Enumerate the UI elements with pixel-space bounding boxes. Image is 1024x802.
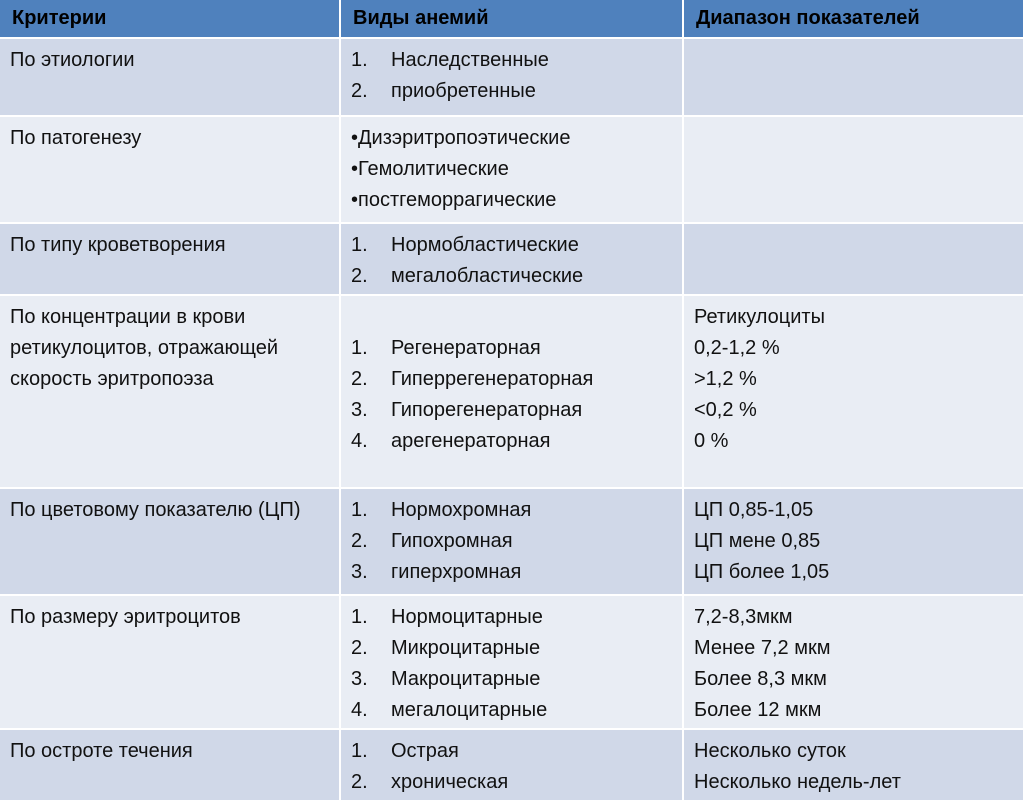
list-item-label: Гемолитические	[358, 158, 509, 180]
list-item-number: 1.	[351, 234, 368, 256]
anemia-types-list	[351, 123, 672, 216]
list-item-number: 2.	[351, 368, 368, 390]
list-item	[351, 557, 672, 588]
anemia-types-list	[351, 230, 672, 292]
list-item-number: 2.	[351, 771, 368, 793]
range-value: 0 %	[694, 430, 729, 452]
list-item-number: 4.	[351, 699, 368, 721]
range-value: Более 8,3 мкм	[694, 668, 827, 690]
range-value: ЦП более 1,05	[694, 561, 830, 583]
list-item	[351, 261, 672, 292]
anemia-types-list	[351, 495, 672, 588]
header-range: Диапазон показателей	[683, 0, 1024, 38]
list-item	[351, 664, 672, 695]
range-cell	[683, 223, 1024, 295]
range-value: Менее 7,2 мкм	[694, 637, 831, 659]
anemia-types-cell	[340, 116, 683, 223]
list-item	[351, 154, 672, 185]
list-item-number: 3.	[351, 399, 368, 421]
range-cell	[683, 38, 1024, 116]
list-item-label: Наследственные	[391, 49, 549, 71]
list-item-label: Гипохромная	[391, 530, 513, 552]
list-item	[351, 364, 672, 395]
list-item-number: 1.	[351, 49, 368, 71]
range-cell	[683, 295, 1024, 488]
range-value: ЦП мене 0,85	[694, 530, 821, 552]
range-value: <0,2 %	[694, 399, 757, 421]
list-item	[351, 333, 672, 364]
list-item	[351, 767, 672, 798]
criterion-cell: По патогенезу	[0, 116, 340, 223]
anemia-types-list	[351, 602, 672, 726]
anemia-types-list	[351, 45, 672, 107]
list-item-number: 1.	[351, 740, 368, 762]
list-item	[351, 495, 672, 526]
list-item-label: постгеморрагические	[358, 189, 557, 211]
bullet-icon: •	[351, 158, 359, 180]
table-row	[0, 38, 1024, 116]
range-cell	[683, 729, 1024, 801]
table-row	[0, 116, 1024, 223]
anemia-types-list	[351, 333, 672, 457]
list-item-label: Микроцитарные	[391, 637, 541, 659]
range-value: Более 12 мкм	[694, 699, 822, 721]
table-row	[0, 729, 1024, 801]
anemia-types-list	[351, 736, 672, 798]
bullet-icon: •	[351, 189, 359, 211]
anemia-types-cell	[340, 223, 683, 295]
list-item-number: 1.	[351, 337, 368, 359]
table-row	[0, 595, 1024, 729]
header-row	[0, 0, 1024, 38]
list-item-label: хроническая	[391, 771, 509, 793]
header-criteria: Критерии	[0, 0, 340, 38]
list-item-number: 2.	[351, 637, 368, 659]
list-item-number: 1.	[351, 499, 368, 521]
list-item	[351, 45, 672, 76]
list-item-label: Нормобластические	[391, 234, 579, 256]
criterion-cell: По размеру эритроцитов	[0, 595, 340, 729]
list-item	[351, 633, 672, 664]
list-item	[351, 736, 672, 767]
anemia-types-cell	[340, 729, 683, 801]
range-value: >1,2 %	[694, 368, 757, 390]
range-value: 0,2-1,2 %	[694, 337, 780, 359]
list-item-label: Нормоцитарные	[391, 606, 543, 628]
list-item-label: Гиперрегенераторная	[391, 368, 594, 390]
range-value: ЦП 0,85-1,05	[694, 499, 814, 521]
anemia-types-cell	[340, 488, 683, 595]
list-item-label: мегалобластические	[391, 265, 584, 287]
criterion-cell: По концентрации в крови ретикулоцитов, отражающей скорость эритропоэза	[0, 295, 340, 488]
criterion-cell: По остроте течения	[0, 729, 340, 801]
list-item	[351, 526, 672, 557]
table-body	[0, 38, 1024, 801]
list-item-number: 1.	[351, 606, 368, 628]
table-row	[0, 295, 1024, 488]
list-item	[351, 123, 672, 154]
list-item-label: арегенераторная	[391, 430, 551, 452]
list-item-label: Гипорегенераторная	[391, 399, 583, 421]
bullet-icon: •	[351, 127, 359, 149]
header-anemia-types: Виды анемий	[340, 0, 683, 38]
list-item	[351, 695, 672, 726]
list-item	[351, 395, 672, 426]
anemia-types-cell	[340, 295, 683, 488]
range-value: Несколько суток	[694, 740, 846, 762]
list-item-label: приобретенные	[391, 80, 536, 102]
range-cell	[683, 488, 1024, 595]
list-item-number: 4.	[351, 430, 368, 452]
table-row	[0, 488, 1024, 595]
range-value: Несколько недель-лет	[694, 771, 901, 793]
list-item-number: 3.	[351, 668, 368, 690]
list-item-label: Макроцитарные	[391, 668, 541, 690]
list-item-number: 2.	[351, 265, 368, 287]
anemia-types-cell	[340, 595, 683, 729]
criterion-cell: По цветовому показателю (ЦП)	[0, 488, 340, 595]
list-item-label: Острая	[391, 740, 459, 762]
list-item-number: 2.	[351, 530, 368, 552]
list-item-number: 2.	[351, 80, 368, 102]
range-value: Ретикулоциты	[694, 306, 825, 328]
range-cell	[683, 116, 1024, 223]
anemia-types-cell	[340, 38, 683, 116]
list-item	[351, 602, 672, 633]
range-value: 7,2-8,3мкм	[694, 606, 793, 628]
list-item-label: Нормохромная	[391, 499, 532, 521]
list-item-label: Регенераторная	[391, 337, 541, 359]
list-item	[351, 426, 672, 457]
range-cell	[683, 595, 1024, 729]
list-item-label: Дизэритропоэтические	[358, 127, 571, 149]
table-row	[0, 223, 1024, 295]
list-item-label: мегалоцитарные	[391, 699, 548, 721]
list-item	[351, 185, 672, 216]
list-item-number: 3.	[351, 561, 368, 583]
criterion-cell: По типу кроветворения	[0, 223, 340, 295]
criterion-cell: По этиологии	[0, 38, 340, 116]
list-item-label: гиперхромная	[391, 561, 522, 583]
list-item	[351, 230, 672, 261]
list-item	[351, 76, 672, 107]
